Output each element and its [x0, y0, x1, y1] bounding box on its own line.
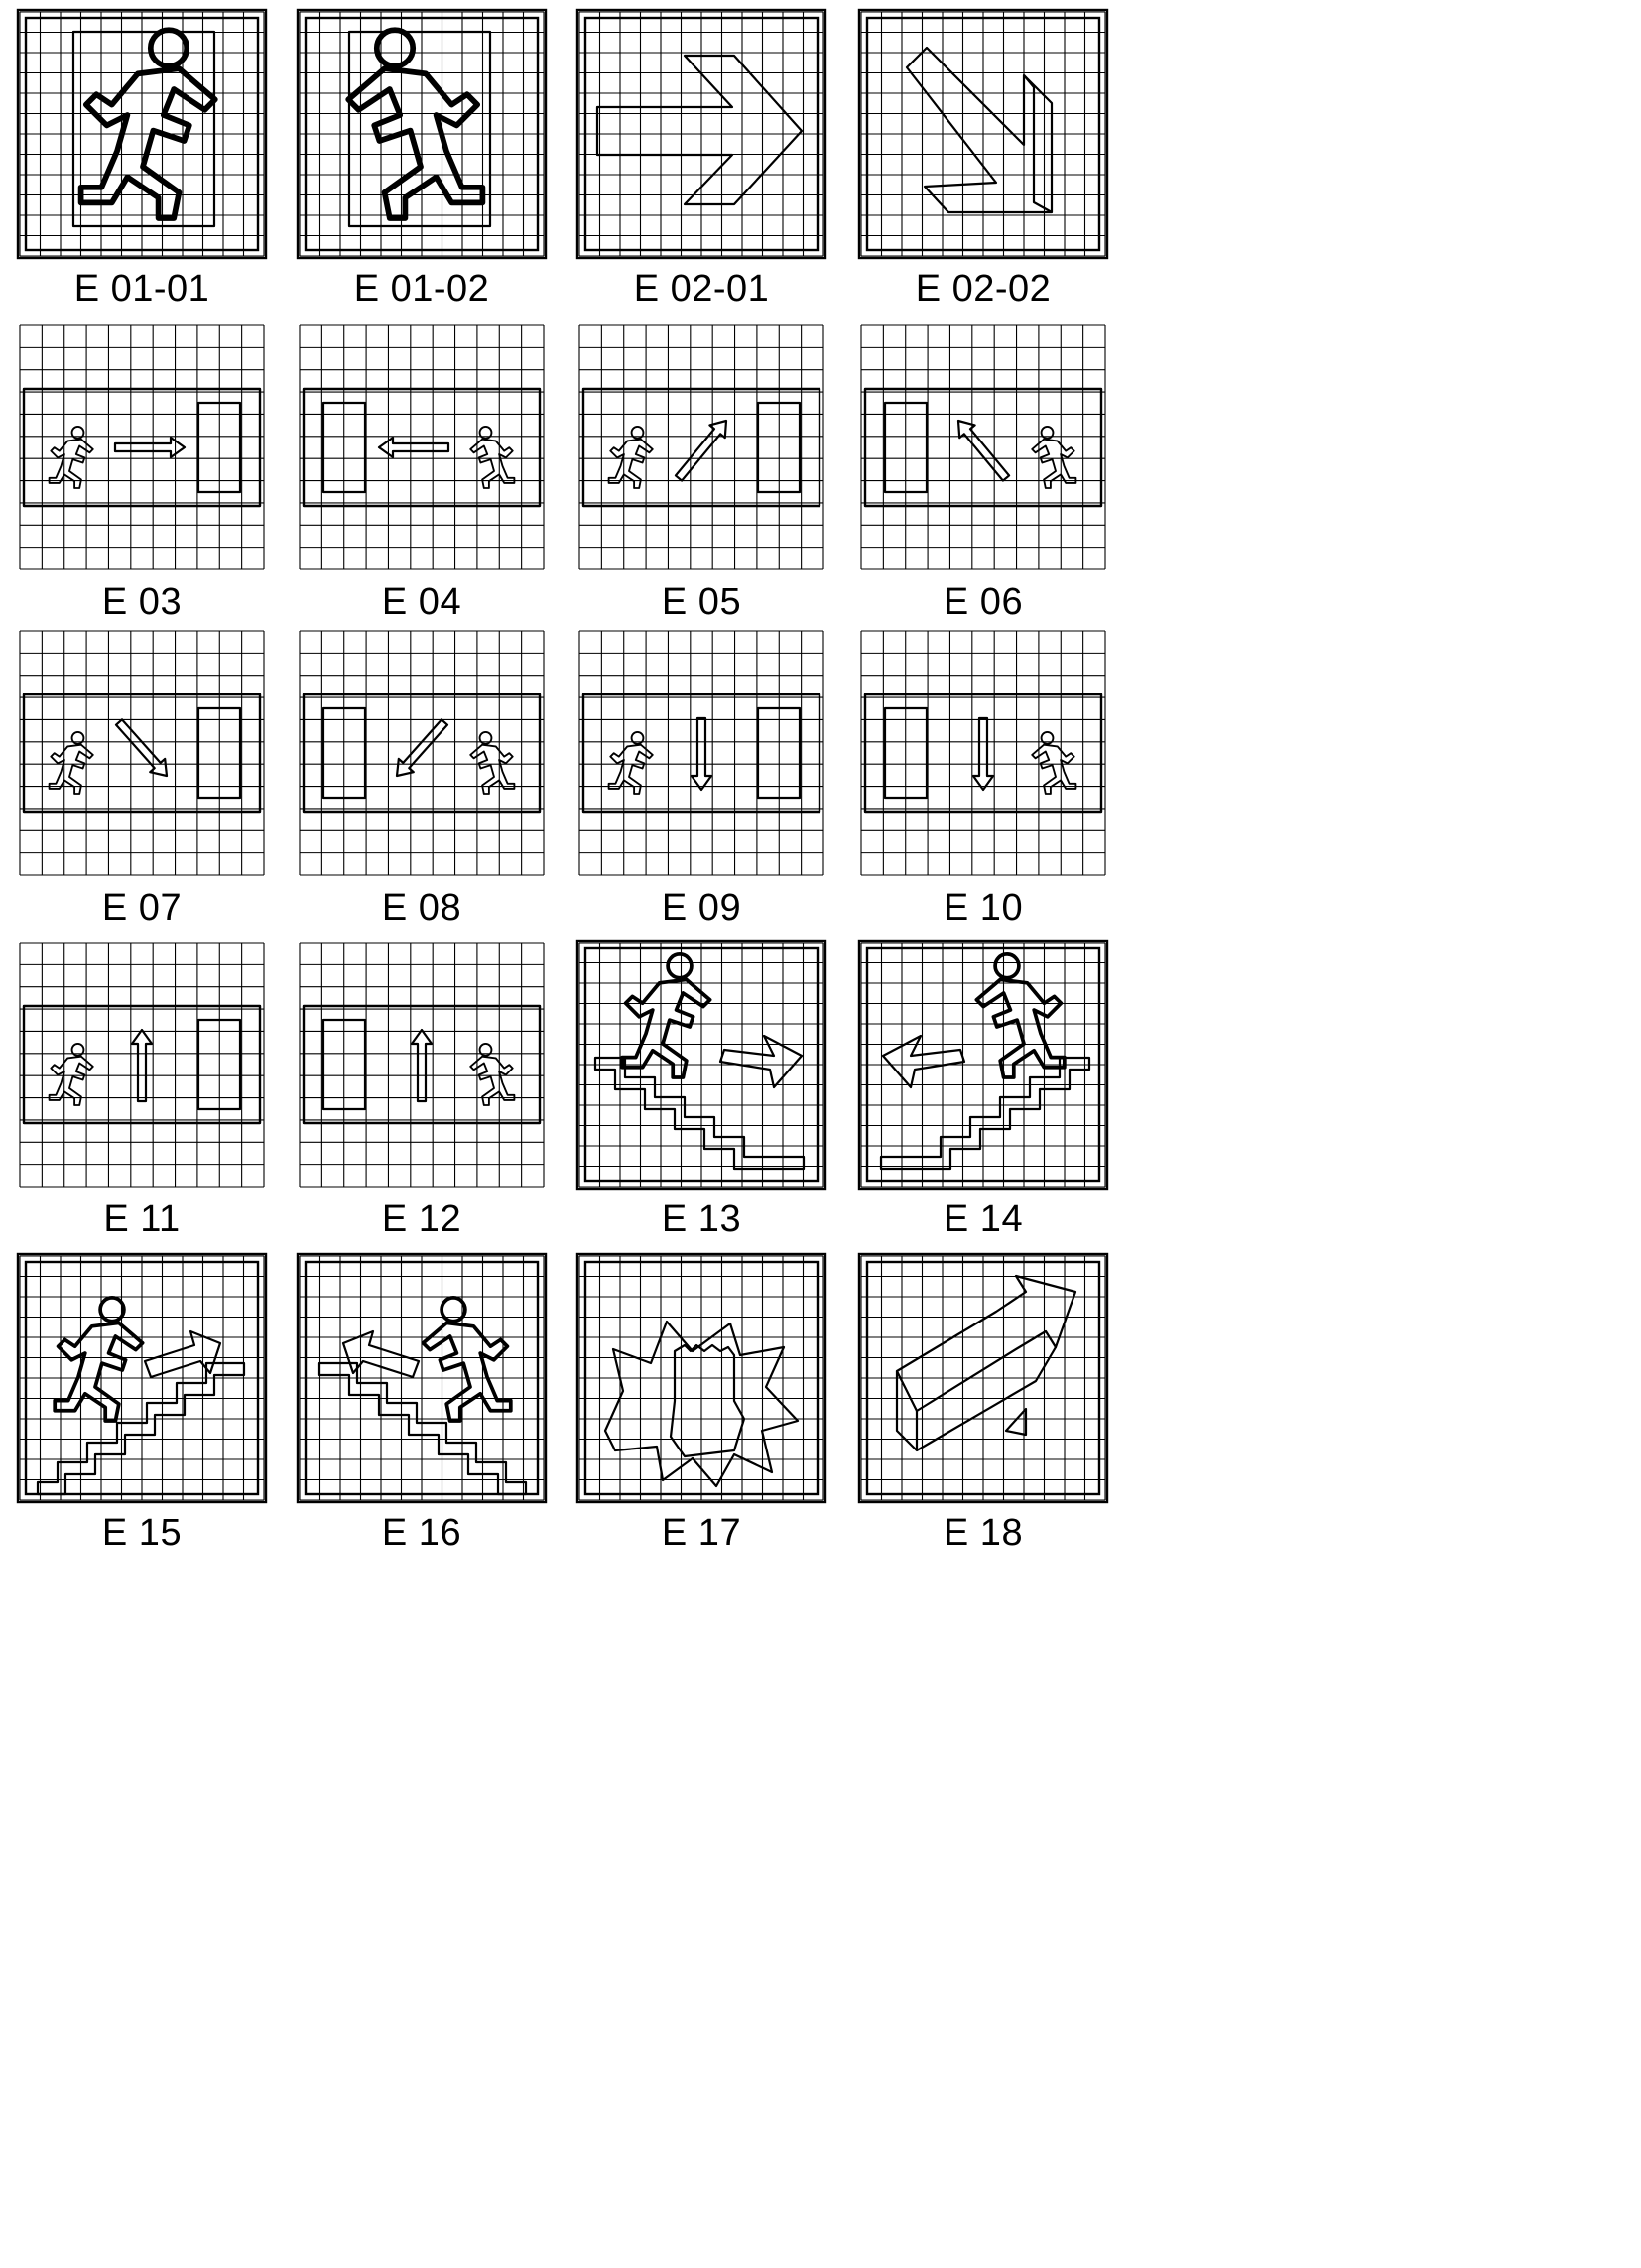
horizontal-exit-panel — [304, 389, 540, 506]
horizontal-exit-panel — [583, 694, 820, 812]
direction-arrow-icon — [390, 715, 452, 782]
stairs-up-right-icon — [16, 1252, 268, 1504]
horizontal-exit-panel — [24, 694, 260, 812]
sign-card — [16, 1252, 268, 1562]
sign-card — [857, 8, 1109, 317]
arrow-down-right-icon — [857, 8, 1109, 260]
man-arrow-up-door-icon — [16, 939, 268, 1191]
direction-arrow-icon — [671, 415, 733, 485]
sign-card — [296, 321, 548, 631]
sign-code-label: E 03 — [101, 581, 183, 623]
direction-arrow-icon — [115, 438, 185, 457]
grid-lines — [300, 943, 544, 1187]
direction-arrow-icon — [112, 715, 175, 782]
panel-border — [24, 389, 260, 506]
sign-card — [296, 8, 548, 317]
sign-card — [16, 321, 268, 631]
arrow-down-right-icon — [720, 1036, 802, 1087]
sign-code-label: E 17 — [661, 1512, 742, 1554]
grid-lines — [579, 325, 823, 569]
horizontal-exit-panel — [304, 1006, 540, 1123]
sign-code-label: E 14 — [943, 1198, 1024, 1240]
sign-code-label: E 02-02 — [915, 268, 1052, 310]
pictogram — [348, 30, 490, 226]
sign-card — [857, 627, 1109, 937]
pictogram — [881, 954, 1089, 1169]
door-arrow-left-man-icon — [296, 321, 548, 573]
pictogram — [595, 954, 804, 1169]
pictogram — [73, 30, 215, 226]
grid-lines — [579, 943, 823, 1187]
sign-card — [575, 8, 827, 317]
sign-card — [857, 1252, 1109, 1562]
horizontal-exit-panel — [583, 389, 820, 506]
sign-card — [575, 1252, 827, 1562]
door-arrow-up-man-icon — [296, 939, 548, 1191]
door-arrow-up-left-man-icon — [857, 321, 1109, 573]
grid-lines — [20, 12, 264, 256]
door-arrow-down-left-man-icon — [296, 627, 548, 879]
grid-lines — [579, 1256, 823, 1500]
direction-arrow-icon — [692, 718, 711, 790]
arrow-3d-up-right-icon — [857, 1252, 1109, 1504]
direction-arrow-icon — [950, 415, 1013, 485]
sign-code-label: E 15 — [101, 1512, 183, 1554]
grid-lines — [861, 943, 1105, 1187]
panel-border — [865, 694, 1101, 812]
sign-card — [857, 939, 1109, 1248]
sign-code-label: E 01-01 — [73, 268, 210, 310]
arrow-right-icon — [597, 56, 802, 204]
grid-lines — [20, 325, 264, 569]
horizontal-exit-panel — [304, 694, 540, 812]
sign-code-label: E 11 — [103, 1198, 181, 1240]
horizontal-exit-panel — [865, 389, 1101, 506]
direction-arrow-icon — [132, 1030, 152, 1101]
man-arrow-right-door-icon — [16, 321, 268, 573]
man-arrow-down-door-icon — [575, 627, 827, 879]
running-man-icon — [976, 954, 1064, 1077]
sign-card — [296, 627, 548, 937]
sign-code-label: E 16 — [381, 1512, 462, 1554]
sign-code-label: E 04 — [381, 581, 462, 623]
arrow-right-icon — [575, 8, 827, 260]
sign-code-label: E 12 — [381, 1198, 462, 1240]
stairs-down-left-icon — [857, 939, 1109, 1191]
fist-icon — [671, 1345, 744, 1456]
exit-door-icon — [73, 32, 214, 226]
pictogram — [319, 1298, 526, 1494]
arrow-3d-icon — [897, 1276, 1075, 1411]
direction-arrow-icon — [412, 1030, 432, 1101]
grid-lines — [861, 12, 1105, 256]
grid-lines — [861, 631, 1105, 875]
stairs-icon — [881, 1058, 1089, 1169]
sign-card — [16, 939, 268, 1248]
door-arrow-down-man-icon — [857, 627, 1109, 879]
man-arrow-down-right-door-icon — [16, 627, 268, 879]
sign-code-label: E 06 — [943, 581, 1024, 623]
sign-code-label: E 09 — [661, 887, 742, 929]
grid-lines — [300, 325, 544, 569]
panel-border — [583, 389, 820, 506]
sign-code-label: E 01-02 — [353, 268, 490, 310]
stairs-icon — [595, 1058, 804, 1169]
sign-card — [16, 627, 268, 937]
panel-border — [304, 1006, 540, 1123]
pictogram — [907, 48, 1052, 212]
sign-card — [575, 321, 827, 631]
grid-lines — [300, 12, 544, 256]
running-man-icon — [423, 1298, 510, 1421]
sign-card — [16, 8, 268, 317]
sign-card — [296, 1252, 548, 1562]
sign-code-label: E 05 — [661, 581, 742, 623]
grid-lines — [861, 325, 1105, 569]
stairs-icon — [319, 1363, 526, 1494]
sign-card — [575, 627, 827, 937]
panel-border — [24, 1006, 260, 1123]
running-man-icon — [55, 1298, 142, 1421]
arrow-down-left-icon — [883, 1036, 964, 1087]
running-man-icon — [622, 954, 709, 1077]
exit-door-icon — [349, 32, 490, 226]
horizontal-exit-panel — [24, 389, 260, 506]
direction-arrow-icon — [379, 438, 448, 457]
running-man-exit-door-right-icon — [16, 8, 268, 260]
arrow-down-right-icon — [907, 48, 1052, 212]
horizontal-exit-panel — [865, 694, 1101, 812]
man-arrow-up-right-door-icon — [575, 321, 827, 573]
sign-code-label: E 10 — [943, 887, 1024, 929]
stairs-icon — [38, 1363, 244, 1494]
sign-code-label: E 13 — [661, 1198, 742, 1240]
grid-lines — [579, 12, 823, 256]
sign-code-label: E 08 — [381, 887, 462, 929]
pictogram — [897, 1276, 1075, 1450]
direction-arrow-icon — [973, 718, 993, 790]
panel-border — [865, 389, 1101, 506]
sign-card — [296, 939, 548, 1248]
pictogram — [38, 1298, 244, 1494]
sign-card — [575, 939, 827, 1248]
panel-border — [583, 694, 820, 812]
pictogram — [597, 56, 802, 204]
sign-code-label: E 18 — [943, 1512, 1024, 1554]
stairs-down-right-icon — [575, 939, 827, 1191]
grid-lines — [20, 943, 264, 1187]
grid-lines — [579, 631, 823, 875]
sign-code-label: E 02-01 — [633, 268, 770, 310]
sign-card — [857, 321, 1109, 631]
break-glass-hand-icon — [575, 1252, 827, 1504]
sign-code-label: E 07 — [101, 887, 183, 929]
running-man-exit-door-left-icon — [296, 8, 548, 260]
horizontal-exit-panel — [24, 1006, 260, 1123]
panel-border — [304, 389, 540, 506]
stairs-up-left-icon — [296, 1252, 548, 1504]
